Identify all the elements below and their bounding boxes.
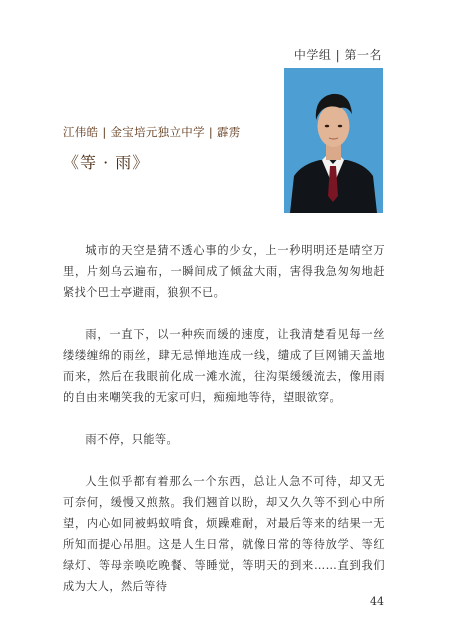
author-photo (284, 68, 383, 213)
author-byline: 江伟皓 | 金宝培元独立中学 | 霹雳 (63, 125, 241, 139)
article-body (63, 240, 385, 618)
portrait-illustration (284, 68, 383, 213)
paragraph: 城市的天空是猜不透心事的少女，上一秒明明还是晴空万里，片刻乌云遍布，一瞬间成了倾盆大雨，害得我急匆匆地赶紧找个巴士亭避雨，狼狈不已。 (63, 244, 385, 299)
article-title: 《等 · 雨》 (63, 153, 150, 172)
paragraph: 雨，一直下，以一种疾而缓的速度，让我清楚看见每一丝缕缕缠绵的雨丝，肆无忌惮地连成一线，缱成了巨网铺天盖地而来，然后在我眼前化成一滩水流，往沟渠缓缓流去，像用雨的自由来嘲笑我的无家可归，痴痴地等待，望眼欲穿。 (63, 328, 385, 404)
paragraph: 雨不停，只能等。 (85, 433, 179, 446)
paragraph: 人生似乎都有着那么一个东西，总让人急不可待，却又无可奈何，缓慢又煎熬。我们翘首以盼，却又久久等不到心中所望，内心如同被蚂蚁啃食，烦躁难耐，对最后等来的结果一无所知而提心吊胆。这是人生日常，就像日常的等待放学、等红绿灯、等母亲唤吃晚餐、等睡觉，等明天的到来……直到我们成为大人，然后等待 (63, 475, 385, 593)
page-number: 44 (370, 595, 384, 608)
category-label: 中学组 | 第一名 (293, 48, 382, 62)
